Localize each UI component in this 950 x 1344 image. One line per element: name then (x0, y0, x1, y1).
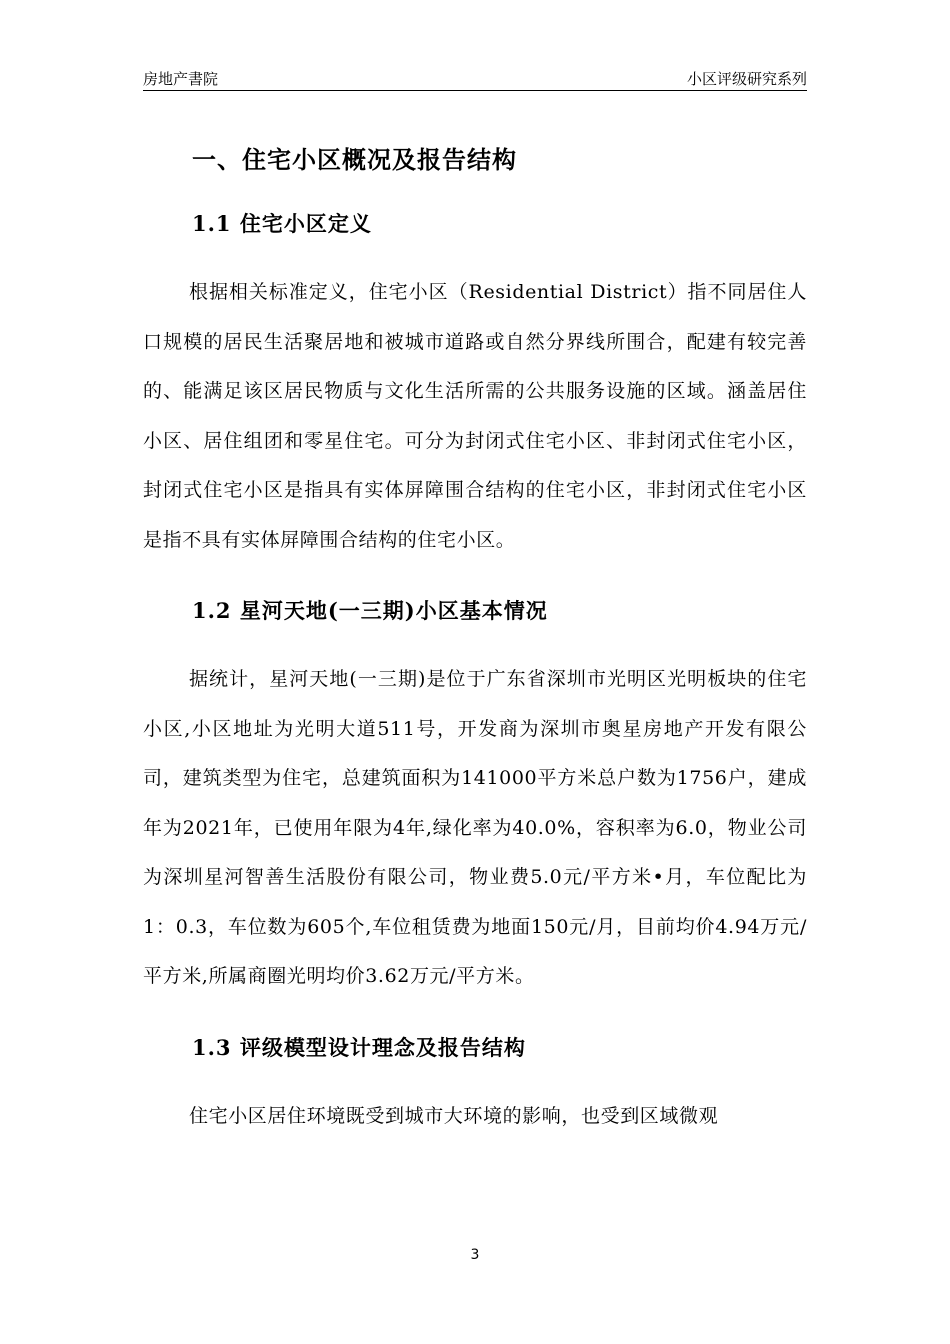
section-1-3-paragraph: 住宅小区居住环境既受到城市大环境的影响，也受到区域微观 (189, 1104, 719, 1127)
section-1-3-title: 1.3 评级模型设计理念及报告结构 (192, 1034, 526, 1060)
page-header (143, 66, 807, 91)
header-publisher: 房地产書院 (143, 70, 219, 88)
section-1-2-title: 1.2 星河天地(一三期)小区基本情况 (192, 598, 548, 623)
section-1-1-title: 1.1 住宅小区定义 (192, 211, 372, 236)
page-number: 3 (470, 1247, 480, 1263)
document-body (143, 140, 807, 1141)
header-series-title: 小区评级研究系列 (686, 70, 807, 88)
section-1-1-paragraph: 根据相关标准定义，住宅小区（Residential District）指不同居住人口规模的居民生活聚居地和被城市道路或自然分界线所围合，配建有较完善的、能满足该区居民物质与文化生活所需的公共服务设施的区域。涵盖居住小区、居住组团和零星住宅。可分为封闭式住宅小区、非封闭式住宅小区，封闭式住宅小区是指具有实体屏障围合结构的住宅小区，非封闭式住宅小区是指不具有实体屏障围合结构的住宅小区。 (143, 281, 807, 551)
section-1-2-paragraph: 据统计，星河天地(一三期)是位于广东省深圳市光明区光明板块的住宅小区,小区地址为光明大道511号，开发商为深圳市奥星房地产开发有限公司，建筑类型为住宅，总建筑面积为141000平方米总户数为1756户，建成年为2021年，已使用年限为4年,绿化率为40.0%，容积率为6.0，物业公司为深圳星河智善生活股份有限公司，物业费5.0元/平方米•月，车位配比为1：0.3，车位数为605个,车位租赁费为地面150元/月，目前均价4.94万元/平方米,所属商圈光明均价3.62万元/平方米。 (143, 668, 807, 987)
chapter-title: 一、住宅小区概况及报告结构 (192, 145, 517, 174)
